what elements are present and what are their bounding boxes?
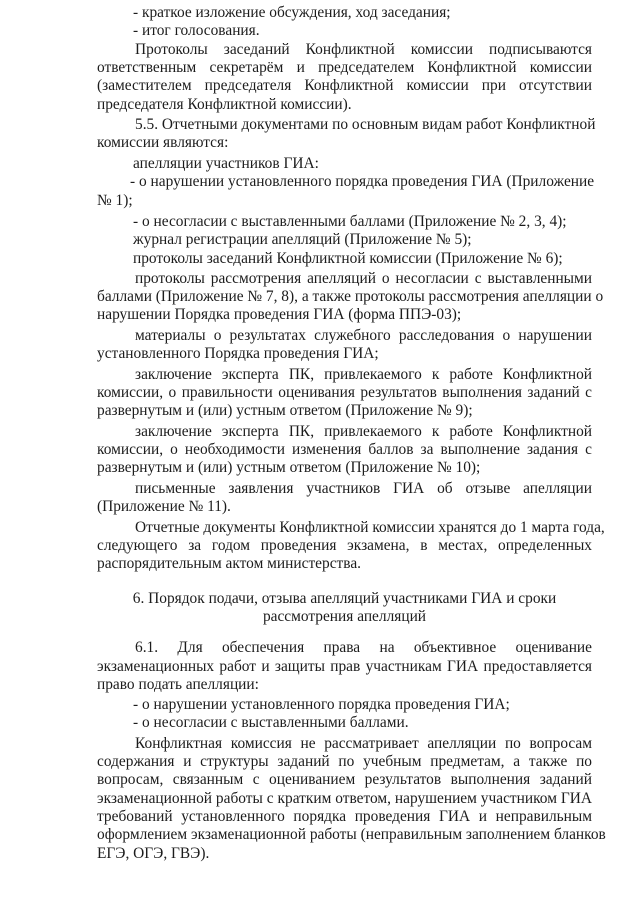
text-line: требований установленного порядка проведения ГИА и неправильным	[97, 808, 592, 825]
text-line: 6.1. Для обеспечения права на объективное оценивание	[135, 639, 592, 656]
text-line: ответственным секретарём и председателем Конфликтной комиссии	[97, 59, 592, 76]
text-line: Протоколы заседаний Конфликтной комиссии подписываются	[135, 41, 592, 58]
text-line: протоколы заседаний Конфликтной комиссии (Приложение № 6);	[133, 250, 563, 267]
text-line: письменные заявления участников ГИА об отзыве апелляции	[135, 480, 592, 497]
text-line: экзаменационных работ и защиты прав участникам ГИА предоставляется	[97, 658, 592, 675]
text-line: заключение эксперта ПК, привлекаемого к работе Конфликтной	[135, 423, 592, 440]
text-line: 5.5. Отчетными документами по основным видам работ Конфликтной	[135, 116, 596, 133]
text-line: нарушении Порядка проведения ГИА (форма ППЭ-03);	[97, 306, 462, 323]
section-heading: 6. Порядок подачи, отзыва апелляций участниками ГИА и сроки	[132, 590, 557, 607]
text-line: Конфликтная комиссия не рассматривает апелляции по вопросам	[135, 735, 592, 752]
text-line: - о нарушении установленного порядка проведения ГИА;	[133, 696, 510, 713]
text-line: Отчетные документы Конфликтной комиссии хранятся до 1 марта года,	[135, 519, 605, 536]
text-line: ЕГЭ, ОГЭ, ГВЭ).	[97, 845, 210, 862]
text-line: - краткое изложение обсуждения, ход заседания;	[133, 4, 451, 21]
text-line: (заместителем председателя Конфликтной комиссии при отсутствии	[97, 77, 592, 94]
text-line: комиссии, о правильности оценивания результатов выполнения заданий с	[97, 384, 592, 401]
text-line: - о нарушении установленного порядка проведения ГИА (Приложение	[130, 173, 595, 190]
text-line: заключение эксперта ПК, привлекаемого к работе Конфликтной	[135, 366, 592, 383]
text-line: баллами (Приложение № 7, 8), а также протоколы рассмотрения апелляции о	[97, 288, 604, 305]
text-line: протоколы рассмотрения апелляций о несогласии с выставленными	[135, 270, 592, 287]
text-line: следующего за годом проведения экзамена, в местах, определенных	[97, 537, 592, 554]
text-line: (Приложение № 11).	[97, 498, 231, 515]
text-line: председателя Конфликтной комиссии).	[97, 96, 352, 113]
section-heading: рассмотрения апелляций	[262, 608, 427, 625]
text-line: - итог голосования.	[133, 22, 260, 39]
text-line: - о несогласии с выставленными баллами.	[133, 714, 409, 731]
text-line: право подать апелляции:	[97, 676, 259, 693]
text-line: комиссии, о необходимости изменения баллов за выполнение задания с	[97, 441, 592, 458]
text-line: экзаменационной работы с кратким ответом, нарушением участником ГИА	[97, 790, 592, 807]
text-line: распорядительным актом министерства.	[97, 555, 361, 572]
text-line: комиссии являются:	[97, 134, 229, 151]
text-line: оформлением экзаменационной работы (неправильным заполнением бланков	[97, 826, 606, 843]
text-line: - о несогласии с выставленными баллами (Приложение № 2, 3, 4);	[133, 213, 567, 230]
text-line: содержания и структуры заданий по учебным предметам, а также по	[97, 753, 592, 770]
text-line: развернутым и (или) устным ответом (Приложение № 10);	[97, 459, 481, 476]
text-line: журнал регистрации апелляций (Приложение № 5);	[133, 231, 472, 248]
text-line: апелляции участников ГИА:	[133, 155, 319, 172]
text-line: развернутым и (или) устным ответом (Приложение № 9);	[97, 402, 473, 419]
text-line: материалы о результатах служебного расследования о нарушении	[135, 327, 592, 344]
text-line: установленного Порядка проведения ГИА;	[97, 345, 379, 362]
text-line: вопросам, связанным с оцениванием результатов выполнения заданий	[97, 771, 592, 788]
text-line: № 1);	[97, 192, 133, 209]
